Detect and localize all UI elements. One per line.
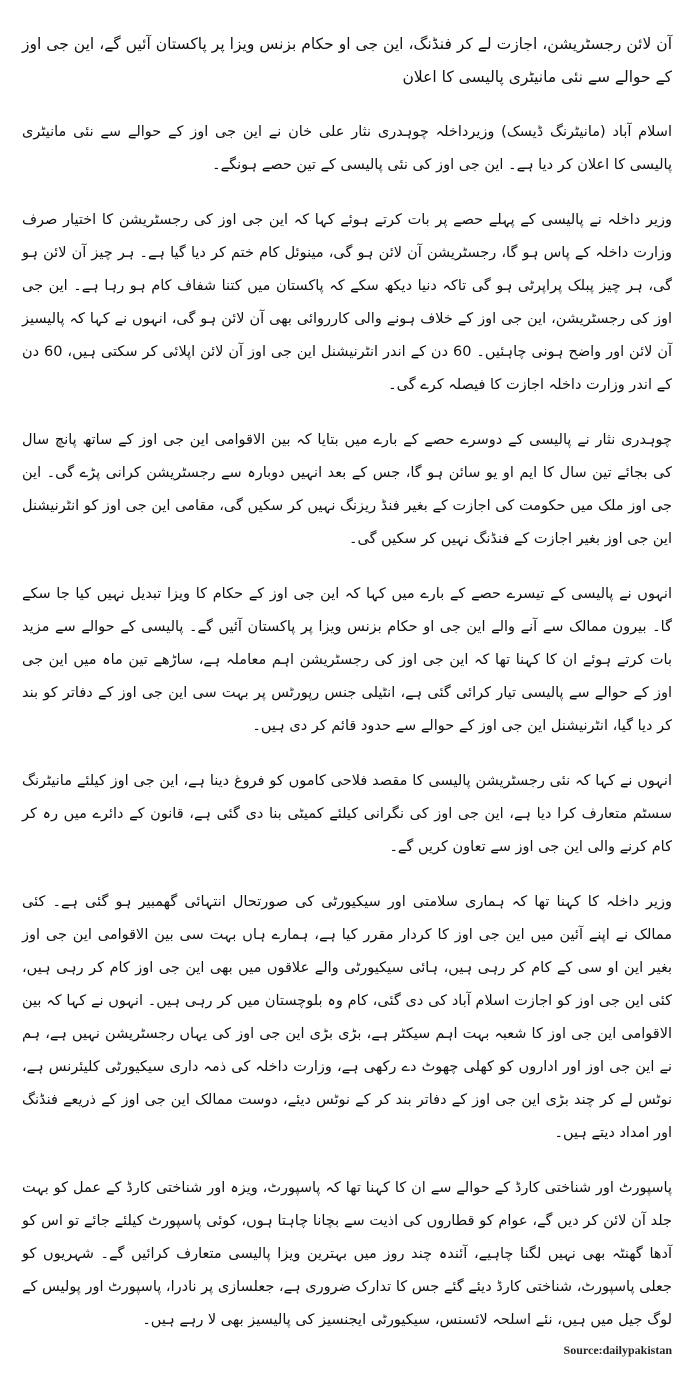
article-paragraph: پاسپورٹ اور شناختی کارڈ کے حوالے سے ان کا کہنا تھا کہ پاسپورٹ، ویزہ اور شناختی کارڈ کے عمل کو بہت جلد آن لائن کر دیں گے، عوام کو قطاروں کی اذیت سے بچانا چاہتا ہوں، کوئی پاسپورٹ کیلئے جائے تو اس کو آدھا گھنٹہ بھی نہیں لگنا چاہیے، آئندہ چند روز میں بہترین ویزا پالیسی متعارف کرائیں گے۔ شہریوں کو جعلی پاسپورٹ، شناختی کارڈ دیئے گئے جس کا تدارک ضروری ہے، جعلسازی پر نادرا، پاسپورٹ اور پولیس کے لوگ جیل میں ہیں، نئے اسلحہ لائسنس، سیکیورٹی ایجنسیز کی پالیسیز بھی لا رہے ہیں۔	[22, 1180, 672, 1328]
article-paragraph: وزیر داخلہ نے پالیسی کے پہلے حصے پر بات کرتے ہوئے کہا کہ این جی اوز کی رجسٹریشن کا اختیار صرف وزارت داخلہ کے پاس ہو گا، رجسٹریشن آن لائن ہو گی، مینوئل کام ختم کر دیا گیا ہے۔ ہر چیز آن لائن ہو گی، ہر چیز پبلک پراپرٹی ہو گی تاکہ دنیا دیکھ سکے کہ پاکستان میں کتنا شفاف کام ہو رہا ہے۔ این جی اوز کی رجسٹریشن، این جی اوز کے خلاف ہونے والی کارروائی بھی آن لائن ہو گی، انہوں نے کہا کہ پالیسیز آن لائن اور واضح ہونی چاہئیں۔ 60 دن کے اندر انٹرنیشنل این جی اوز آن لائن اپلائی کر سکتی ہیں، 60 دن کے اندر وزارت داخلہ اجازت کا فیصلہ کرے گی۔	[22, 212, 673, 393]
article-paragraph: چوہدری نثار نے پالیسی کے دوسرے حصے کے بارے میں بتایا کہ بین الاقوامی این جی اوز کے ساتھ پانچ سال کی بجائے تین سال کا ایم او یو سائن ہو گا، جس کے بعد انہیں دوبارہ سے رجسٹریشن کرانی پڑے گی۔ این جی اوز ملک میں حکومت کی اجازت کے بغیر فنڈ ریزنگ نہیں کر سکیں گی، مقامی این جی اوز کو انٹرنیشنل این جی اوز بغیر اجازت کے فنڈنگ نہیں کر سکیں گی۔	[22, 432, 672, 547]
article-paragraph: وزیر داخلہ کا کہنا تھا کہ ہماری سلامتی اور سیکیورٹی کی صورتحال انتہائی گھمبیر ہو گئی ہے۔ کئی ممالک نے اپنے آئین میں این جی اوز کا کردار مقرر کیا ہے، ہمارے ہاں بہت سی بین الاقوامی این جی اوز بغیر این او سی کے کام کر رہی ہیں، ہائی سیکیورٹی والے علاقوں میں بھی این جی اوز کام کر رہی ہیں، کئی این جی اوز کو اجازت اسلام آباد کی دی گئی، کام وہ بلوچستان میں کر رہی ہیں۔ انہوں نے کہا کہ بین الاقوامی این جی اوز کا شعبہ بہت اہم سیکٹر ہے، بڑی بڑی این جی اوز کی یہاں رجسٹریشن نہیں ہے، ہم نے این جی اوز اور اداروں کو کھلی چھوٹ دے رکھی ہے، وزارت داخلہ کی ذمہ داری سیکیورٹی کلیئرنس ہے، نوٹس لے کر چند بڑی این جی اوز کے دفاتر بند کر کے نوٹس دیئے، دوست ممالک این جی اوز کے ذریعے فنڈنگ اور امداد دیتے ہیں۔	[22, 894, 672, 1141]
article-paragraph: اسلام آباد (مانیٹرنگ ڈیسک) وزیرداخلہ چوہدری نثار علی خان نے این جی اوز کے حوالے سے نئی مانیٹری پالیسی کا اعلان کر دیا ہے۔ این جی اوز کی نئی پالیسی کے تین حصے ہونگے۔	[22, 124, 672, 173]
article-paragraph: انہوں نے پالیسی کے تیسرے حصے کے بارے میں کہا کہ این جی اوز کے حکام کا ویزا تبدیل نہیں کیا جا سکے گا۔ بیرون ممالک سے آنے والے این جی او حکام بزنس ویزا پر پاکستان آئیں گے۔ پالیسی کے حوالے سے مزید بات کرتے ہوئے ان کا کہنا تھا کہ این جی اوز کی رجسٹریشن اہم معاملہ ہے، ساڑھے تین ماہ میں این جی اوز کے حوالے سے پالیسی تیار کرائی گئی ہے، انٹیلی جنس رپورٹس پر بہت سی این جی اوز کے دفاتر کو بند کر دیا گیا، انٹرنیشنل این جی اوز کے حوالے سے حدود قائم کر دی ہیں۔	[22, 586, 672, 734]
news-article	[22, 28, 672, 1359]
source-credit: Source:dailypakistan	[563, 1343, 672, 1357]
article-paragraph: انہوں نے کہا کہ نئی رجسٹریشن پالیسی کا مقصد فلاحی کاموں کو فروغ دینا ہے، این جی اوز کیلئے مانیٹرنگ سسٹم متعارف کرا دیا ہے، این جی اوز کی نگرانی کیلئے کمیٹی بنا دی گئی ہے، قانون کے دائرے میں رہ کر کام کرنے والی این جی اوز سے تعاون کریں گے۔	[22, 773, 672, 855]
article-headline: آن لائن رجسٹریشن، اجازت لے کر فنڈنگ، این جی او حکام بزنس ویزا پر پاکستان آئیں گے، این جی اوز کے حوالے سے نئی مانیٹری پالیسی کا اعلان	[22, 35, 672, 86]
